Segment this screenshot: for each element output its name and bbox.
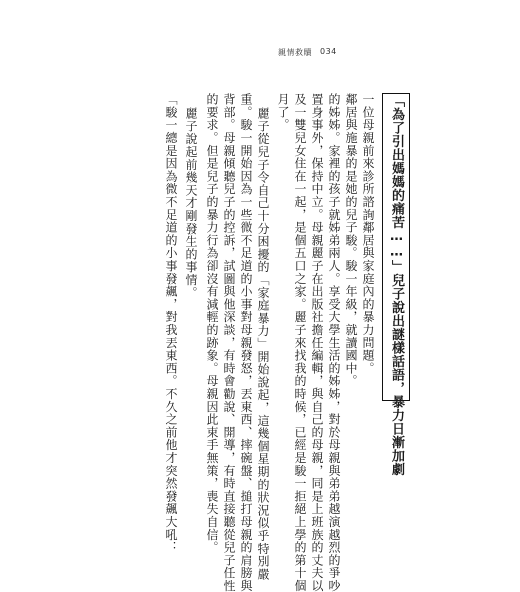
chapter-title-box [382,93,410,476]
chapter-title: 「為了引出媽媽的痛苦……」兒子說出謎樣話語，暴力日漸加劇 [389,94,404,476]
body-line-10: 的要求。但是兒子的暴力行為卻沒有減輕的跡象。母親因此束手無策，喪失自信。 [205,93,219,554]
body-line-8: 重。駿一開始因為一些微不足道的小事對母親發怒，丟東西、摔碗盤、搥打母親的肩膀與 [239,93,253,592]
body-line-6: 月了。 [276,93,290,132]
body-line-3: 的姊姊。家裡的孩子就姊弟兩人。享受大學生活的姊姊，對於母親與弟弟越演越烈的爭吵 [327,93,341,592]
header-section: 親情救贖 [278,48,312,57]
body-line-4: 置身事外，保持中立。母親麗子在出版社擔任編輯，與自己的母親，同是上班族的丈夫以 [310,93,324,592]
body-line-1: 一位母親前來診所諮詢鄰居與家庭內的暴力問題。 [361,93,375,375]
body-line-7: 麗子從兒子令自己十分困擾的「家庭暴力」開始說起，這幾個星期的狀況似乎特別嚴 [256,107,270,581]
page-number: 034 [320,47,337,56]
body-line-5: 及一雙兒女住在一起，是個五口之家。麗子來找我的時候，已經是駿一拒絕上學的第十個 [293,93,307,592]
running-header [278,47,337,58]
body-line-2: 鄰居與施暴的是她的兒子駿。駿一年級，就讀國中。 [344,93,358,388]
body-line-9: 背部。母親傾聽兒子的控訴，試圖與他深談，有時會勸說、開導，有時直接聽從兒子任性 [222,93,236,592]
body-line-12: 「駿一總是因為微不足道的小事發飆，對我丟東西。不久之前他才突然發飆大吼： [164,93,178,554]
body-line-11: 麗子說起前幾天才剛發生的事情。 [184,107,198,299]
